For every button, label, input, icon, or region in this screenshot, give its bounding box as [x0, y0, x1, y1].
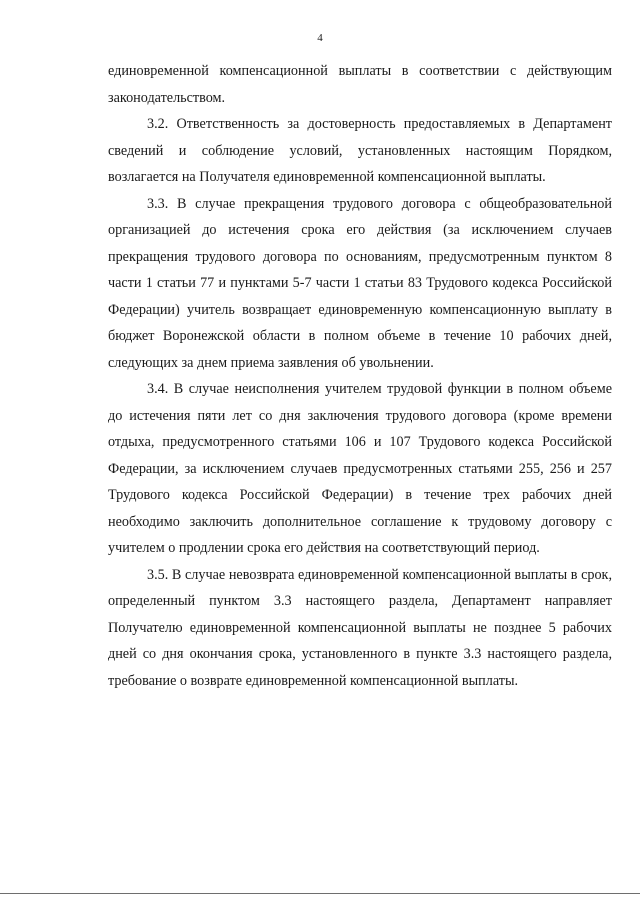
page-number: 4: [317, 32, 323, 44]
document-body: [108, 58, 612, 694]
paragraph-3-2: 3.2. Ответственность за достоверность предоставляемых в Департамент сведений и соблюдение условий, установленных настоящим Порядком, возлагается на Получателя единовременной компенсационной выплаты.: [108, 116, 612, 185]
paragraph-3-5: 3.5. В случае невозврата единовременной компенсационной выплаты в срок, определенный пунктом 3.3 настоящего раздела, Департамент направляет Получателю единовременной компенсационной выплаты не позднее 5 рабочих дней со дня окончания срока, установленного в пункте 3.3 настоящего раздела, требование о возврате единовременной компенсационной выплаты.: [108, 566, 612, 689]
paragraph-3-4: 3.4. В случае неисполнения учителем трудовой функции в полном объеме до истечения пяти лет со дня заключения трудового договора (кроме времени отдыха, предусмотренного статьями 106 и 107 Трудового кодекса Российской Федерации, за исключением случаев предусмотренных статьями 255, 256 и 257 Трудового кодекса Российской Федерации) в течение трех рабочих дней необходимо заключить дополнительное соглашение к трудовому договору с учителем о продлении срока его действия на соответствующий период.: [108, 381, 612, 556]
paragraph-continuation: единовременной компенсационной выплаты в соответствии с действующим законодательством.: [108, 63, 612, 106]
page-bottom-rule: [0, 893, 640, 894]
paragraph-3-3: 3.3. В случае прекращения трудового договора с общеобразовательной организацией до истечения срока его действия (за исключением случаев прекращения трудового договора по основаниям, предусмотренным пунктом 8 части 1 статьи 77 и пунктами 5-7 части 1 статьи 83 Трудового кодекса Российской Федерации) учитель возвращает единовременную компенсационную выплату в бюджет Воронежской области в полном объеме в течение 10 рабочих дней, следующих за днем приема заявления об увольнении.: [108, 195, 612, 371]
